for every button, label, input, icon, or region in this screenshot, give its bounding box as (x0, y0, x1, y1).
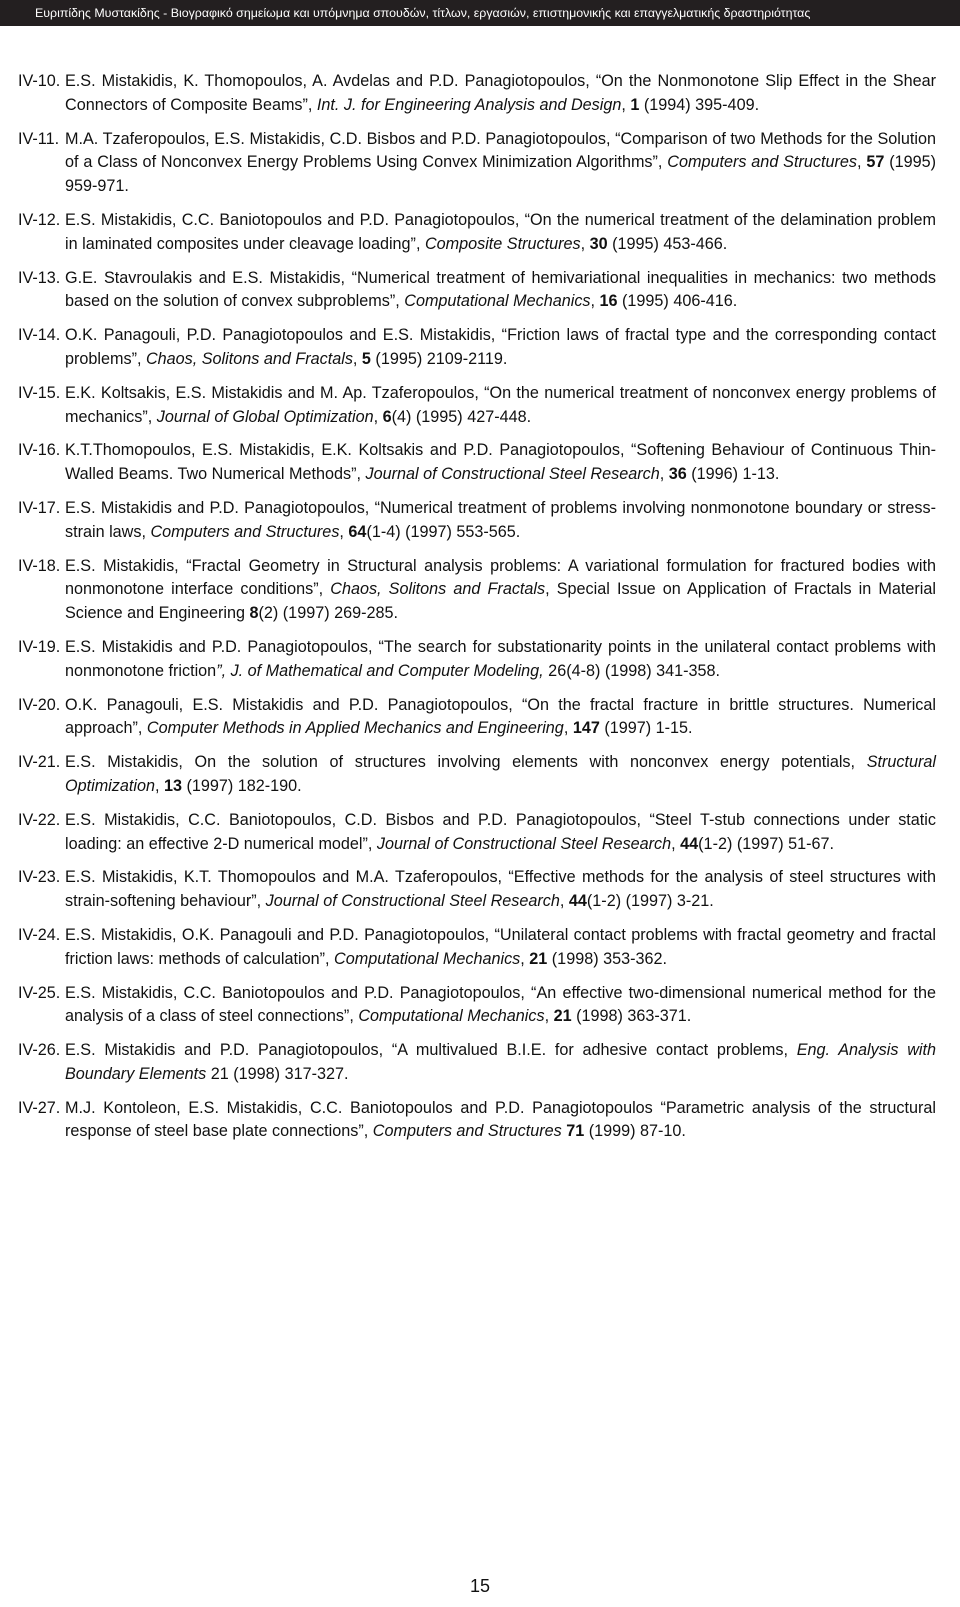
reference-text (65, 70, 936, 118)
reference-venue: Journal of Constructional Steel Research (376, 834, 672, 853)
reference-fragment: E.S. Mistakidis, On the solution of structures involving elements with nonconvex energy potentials, (65, 753, 867, 772)
reference-fragment: , (520, 949, 530, 968)
reference-fragment: E.S. Mistakidis, C.C. Baniotopoulos and P.D. Panagiotopoulos, “On the numerical treatment of the delamination problem in laminated composites under cleavage loading”, (65, 210, 936, 253)
reference-fragment: G.E. Stavroulakis and E.S. Mistakidis, “Numerical treatment of hemivariational inequalities in mechanics: two methods based on the solution of convex subproblems”, (65, 268, 936, 311)
reference-volume: 44 (568, 892, 587, 911)
reference-number: IV-27. (18, 1098, 61, 1117)
reference-text (65, 555, 936, 626)
reference-number: IV-18. (18, 556, 61, 575)
reference-item (18, 497, 936, 545)
reference-fragment: (1-4) (1997) 553-565. (366, 522, 521, 541)
reference-item (18, 209, 936, 257)
reference-fragment: E.S. Mistakidis, C.C. Baniotopoulos and P.D. Panagiotopoulos, “An effective two-dimensional numerical method for the analysis of a class of steel connections”, (65, 983, 936, 1026)
reference-volume: 13 (163, 776, 182, 795)
reference-item (18, 1097, 936, 1145)
reference-number: IV-26. (18, 1041, 61, 1060)
reference-item (18, 982, 936, 1030)
reference-item (18, 555, 936, 626)
reference-venue: ”, J. of Mathematical and Computer Modeling, (216, 661, 544, 680)
reference-venue: Structural Optimization (65, 753, 936, 795)
reference-number: IV-23. (18, 868, 61, 887)
reference-volume: 5 (361, 349, 371, 368)
reference-item (18, 1039, 936, 1087)
reference-fragment: , Special Issue on Application of Fractals in Material Science and Engineering (65, 580, 936, 623)
reference-number: IV-14. (18, 326, 61, 345)
reference-venue: Computers and Structures (372, 1122, 562, 1141)
reference-venue: Chaos, Solitons and Fractals (330, 580, 546, 599)
reference-fragment: , (659, 465, 669, 484)
reference-text (65, 128, 936, 199)
reference-fragment: (1998) 353-362. (547, 949, 667, 968)
reference-fragment: M.J. Kontoleon, E.S. Mistakidis, C.C. Baniotopoulos and P.D. Panagiotopoulos “Parametric analysis of the structural response of steel base plate connections”, (65, 1098, 936, 1141)
reference-number: IV-17. (18, 498, 61, 517)
reference-volume: 147 (572, 719, 600, 738)
reference-text (65, 209, 936, 257)
reference-volume: 16 (599, 292, 618, 311)
reference-volume: 64 (348, 522, 367, 541)
reference-fragment: (2) (1997) 269-285. (258, 604, 398, 623)
reference-text (65, 324, 936, 372)
reference-item (18, 324, 936, 372)
reference-fragment: 21 (1998) 317-327. (206, 1064, 349, 1083)
reference-number: IV-10. (18, 72, 61, 90)
reference-venue: Journal of Constructional Steel Research (365, 465, 660, 484)
reference-venue: Eng. Analysis with Boundary Elements (65, 1041, 936, 1083)
reference-fragment: , (339, 522, 349, 541)
reference-fragment: , (352, 349, 362, 368)
reference-item (18, 382, 936, 430)
reference-fragment: (1-2) (1997) 3-21. (586, 892, 714, 911)
reference-number: IV-21. (18, 753, 61, 772)
reference-text (65, 636, 936, 684)
reference-volume: 44 (680, 834, 699, 853)
reference-fragment: (1995) 2109-2119. (370, 349, 508, 368)
reference-fragment: (1995) 406-416. (617, 292, 738, 311)
reference-fragment: (1997) 1-15. (599, 719, 693, 738)
reference-item (18, 809, 936, 857)
reference-venue: Composite Structures (424, 234, 581, 253)
reference-volume: 30 (589, 234, 608, 253)
reference-number: IV-12. (18, 210, 61, 229)
reference-fragment: , (559, 892, 569, 911)
reference-item (18, 694, 936, 742)
reference-fragment: O.K. Panagouli, E.S. Mistakidis and P.D. Panagiotopoulos, “On the fractal fracture in brittle structures. Numerical approach”, (65, 695, 936, 738)
reference-fragment: , (154, 776, 164, 795)
reference-text (65, 866, 936, 914)
reference-venue: Computers and Structures (667, 153, 857, 172)
reference-venue: Journal of Constructional Steel Research (265, 892, 560, 911)
reference-fragment: E.S. Mistakidis, C.C. Baniotopoulos, C.D. Bisbos and P.D. Panagiotopoulos, “Steel T-stub connections under static loading: an effective 2-D numerical model”, (65, 810, 936, 853)
reference-item (18, 751, 936, 799)
reference-venue: Computational Mechanics (334, 949, 521, 968)
reference-number: IV-20. (18, 695, 61, 714)
reference-volume: 21 (553, 1007, 572, 1026)
reference-text (65, 1097, 936, 1145)
reference-text (65, 694, 936, 742)
reference-number: IV-11. (18, 129, 60, 148)
reference-fragment: E.S. Mistakidis and P.D. Panagiotopoulos, “Numerical treatment of problems involving nonmonotone boundary or stress-strain laws, (65, 498, 936, 541)
reference-text (65, 382, 936, 430)
reference-item (18, 636, 936, 684)
reference-fragment: M.A. Tzaferopoulos, E.S. Mistakidis, C.D. Bisbos and P.D. Panagiotopoulos, “Comparison of two Methods for the Solution of a Class of Nonconvex Energy Problems Using Convex Minimization Algorithms”, (65, 129, 936, 172)
reference-fragment: , (563, 719, 573, 738)
reference-fragment: K.T.Thomopoulos, E.S. Mistakidis, E.K. Koltsakis and P.D. Panagiotopoulos, “Softening Behaviour of Continuous Thin-Walled Beams. Two Numerical Methods”, (65, 441, 936, 484)
reference-number: IV-13. (18, 268, 61, 287)
reference-item (18, 267, 936, 315)
reference-fragment: , (373, 407, 383, 426)
reference-item (18, 439, 936, 487)
reference-item (18, 866, 936, 914)
reference-fragment: E.K. Koltsakis, E.S. Mistakidis and M. Ap. Tzaferopoulos, “On the numerical treatment of nonconvex energy problems of mechanics”, (65, 383, 936, 426)
page-number: 15 (469, 1576, 491, 1596)
reference-fragment: (4) (1995) 427-448. (391, 407, 532, 426)
reference-venue: Int. J. for Engineering Analysis and Design (316, 95, 622, 114)
reference-item (18, 70, 936, 118)
reference-fragment: E.S. Mistakidis and P.D. Panagiotopoulos, “The search for substationarity points in the unilateral contact problems with nonmonotone friction (65, 637, 936, 680)
reference-fragment: (1995) 453-466. (607, 234, 728, 253)
reference-fragment: (1994) 395-409. (639, 95, 760, 114)
reference-fragment: , (671, 834, 681, 853)
reference-fragment: E.S. Mistakidis, K. Thomopoulos, A. Avdelas and P.D. Panagiotopoulos, “On the Nonmonotone Slip Effect in the Shear Connectors of Composite Beams”, (65, 72, 936, 114)
reference-number: IV-15. (18, 383, 61, 402)
reference-volume: 6 (382, 407, 392, 426)
reference-venue: Journal of Global Optimization (156, 407, 374, 426)
reference-volume: 71 (566, 1122, 585, 1141)
reference-number: IV-22. (18, 810, 61, 829)
reference-fragment: (1999) 87-10. (584, 1122, 686, 1141)
reference-number: IV-16. (18, 441, 61, 460)
page-header: Ευριπίδης Μυστακίδης - Βιογραφικό σημείωμα και υπόμνημα σπουδών, τίτλων, εργασιών, επιστημονικής και επαγγελματικής δραστηριότητας (0, 0, 960, 26)
reference-item (18, 924, 936, 972)
reference-fragment: (1998) 363-371. (571, 1007, 692, 1026)
reference-text (65, 982, 936, 1030)
reference-volume: 36 (668, 465, 687, 484)
reference-item (18, 128, 936, 199)
reference-fragment: , (580, 234, 590, 253)
reference-fragment: E.S. Mistakidis, O.K. Panagouli and P.D. Panagiotopoulos, “Unilateral contact problems with fractal geometry and fractal friction laws: methods of calculation”, (65, 925, 936, 968)
reference-venue: Computational Mechanics (404, 292, 591, 311)
reference-fragment: E.S. Mistakidis, K.T. Thomopoulos and M.A. Tzaferopoulos, “Effective methods for the analysis of steel structures with strain-softening behaviour”, (65, 868, 936, 911)
reference-fragment: (1-2) (1997) 51-67. (698, 834, 835, 853)
reference-volume: 21 (529, 949, 548, 968)
reference-text (65, 439, 936, 487)
reference-number: IV-24. (18, 925, 61, 944)
reference-number: IV-19. (18, 637, 61, 656)
reference-venue: Chaos, Solitons and Fractals (145, 349, 353, 368)
reference-text (65, 751, 936, 799)
reference-text (65, 924, 936, 972)
reference-text (65, 809, 936, 857)
reference-volume: 8 (249, 604, 259, 623)
reference-venue: Computational Mechanics (358, 1007, 545, 1026)
reference-text (65, 1039, 936, 1087)
reference-fragment: , (544, 1007, 554, 1026)
reference-list (18, 70, 936, 1154)
reference-text (65, 497, 936, 545)
reference-fragment: , (621, 95, 631, 114)
reference-fragment: 26(4-8) (1998) 341-358. (543, 661, 721, 680)
reference-fragment: E.S. Mistakidis, “Fractal Geometry in Structural analysis problems: A variational formulation for fractured bodies with nonmonotone interface conditions”, (65, 556, 936, 599)
reference-text (65, 267, 936, 315)
reference-fragment: , (856, 153, 867, 172)
reference-fragment: O.K. Panagouli, P.D. Panagiotopoulos and E.S. Mistakidis, “Friction laws of fractal type and the corresponding contact problems”, (65, 326, 936, 368)
reference-venue: Computers and Structures (150, 522, 340, 541)
reference-fragment: (1995) 959-971. (65, 153, 936, 196)
reference-volume: 57 (866, 153, 885, 172)
reference-volume: 1 (630, 95, 640, 114)
reference-fragment: , (590, 292, 600, 311)
reference-fragment: (1997) 182-190. (181, 776, 302, 795)
reference-number: IV-25. (18, 983, 61, 1002)
reference-fragment: E.S. Mistakidis and P.D. Panagiotopoulos, “A multivalued B.I.E. for adhesive contact problems, (65, 1041, 797, 1060)
reference-venue: Computer Methods in Applied Mechanics and Engineering (146, 719, 564, 738)
reference-fragment: (1996) 1-13. (686, 465, 780, 484)
